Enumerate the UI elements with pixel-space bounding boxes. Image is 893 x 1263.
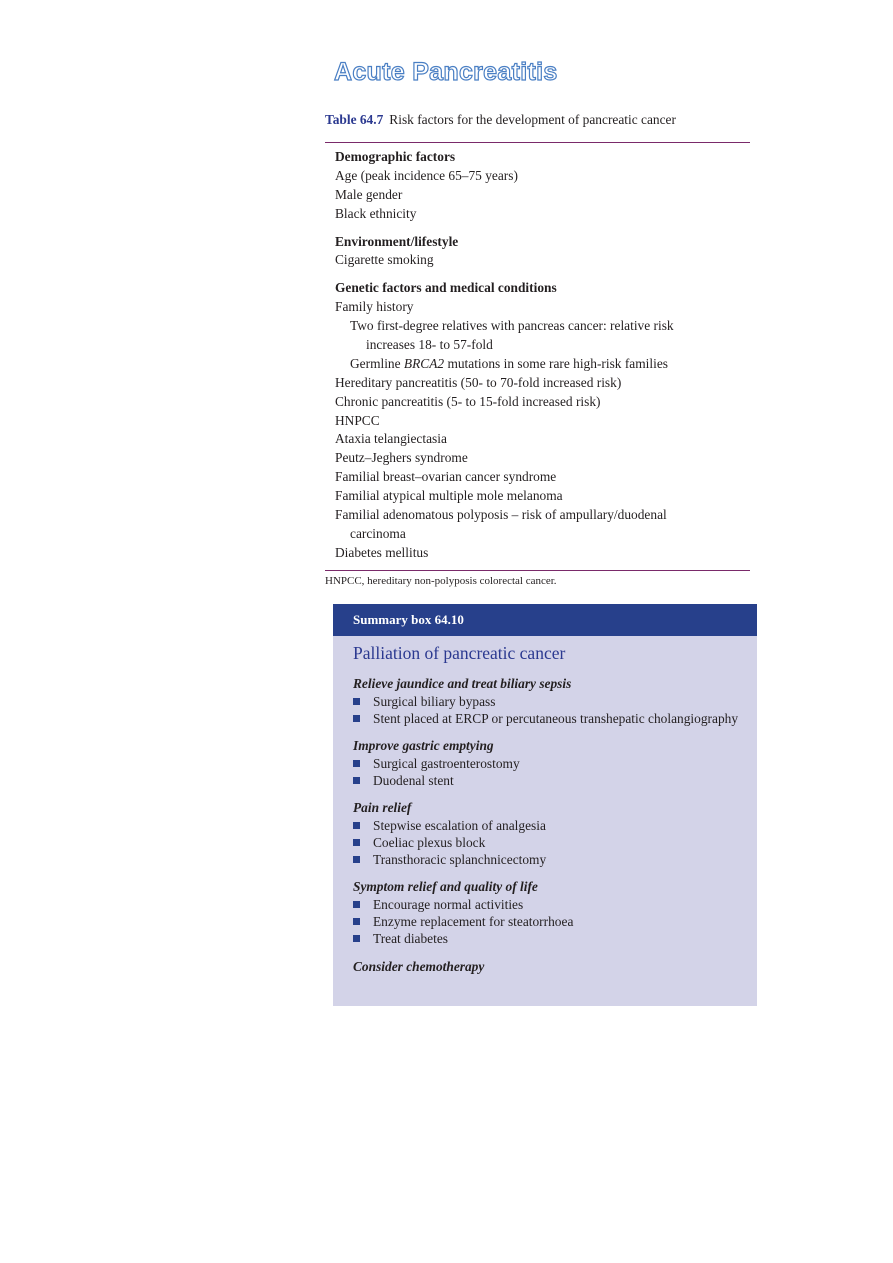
bullet-item [353, 913, 757, 930]
bullet-item [353, 710, 757, 727]
bullet-item [353, 851, 757, 868]
table-top-rule [325, 142, 750, 143]
bullet-list [353, 896, 757, 947]
bullet-square-icon [353, 777, 360, 784]
table-caption [325, 112, 676, 128]
section-heading: Relieve jaundice and treat biliary sepsis [353, 676, 572, 691]
table-item: Male gender [335, 186, 403, 202]
summary-section [353, 675, 757, 727]
bullet-item [353, 755, 757, 772]
table-item: Familial breast–ovarian cancer syndrome [335, 469, 557, 485]
table-item: HNPCC [335, 412, 380, 428]
bullet-text: Treat diabetes [373, 931, 448, 946]
gene-name: BRCA2 [403, 355, 445, 371]
bullet-text: Surgical gastroenterostomy [373, 756, 520, 771]
bullet-text: Stepwise escalation of analgesia [373, 818, 546, 833]
bullet-text: Duodenal stent [373, 773, 454, 788]
demographic-heading: Demographic factors [335, 149, 456, 164]
bullet-item [353, 817, 757, 834]
summary-box [333, 604, 757, 1006]
bullet-text: Stent placed at ERCP or percutaneous transhepatic cholangiography [373, 711, 739, 726]
summary-section [353, 799, 757, 868]
bullet-square-icon [353, 856, 360, 863]
text-fragment: Germline [350, 355, 404, 371]
bullet-list [353, 755, 757, 789]
bullet-text: Surgical biliary bypass [373, 694, 496, 709]
summary-section [353, 737, 757, 789]
family-history-sub-item: Two first-degree relatives with pancreas cancer: relative risk [350, 318, 674, 334]
table-item-cont: carcinoma [350, 525, 406, 541]
section-heading: Improve gastric emptying [353, 738, 494, 753]
table-item: Familial atypical multiple mole melanoma [335, 488, 563, 504]
summary-final [353, 958, 757, 976]
bullet-square-icon [353, 715, 360, 722]
bullet-square-icon [353, 918, 360, 925]
table-number: Table 64.7 [325, 112, 384, 127]
page-title: Acute Pancreatitis [334, 58, 558, 86]
summary-box-label: Summary box 64.10 [333, 604, 757, 636]
bullet-text: Encourage normal activities [373, 897, 524, 912]
summary-box-title: Palliation of pancreatic cancer [353, 643, 566, 663]
table-item: Age (peak incidence 65–75 years) [335, 167, 518, 183]
bullet-item [353, 834, 757, 851]
bullet-text: Transthoracic splanchnicectomy [373, 852, 547, 867]
family-history-sub-item-cont: increases 18- to 57-fold [366, 337, 493, 353]
bullet-item [353, 930, 757, 947]
table-item: Black ethnicity [335, 205, 417, 221]
summary-section [353, 878, 757, 947]
table-item: Cigarette smoking [335, 252, 434, 268]
bullet-square-icon [353, 839, 360, 846]
bullet-text: Coeliac plexus block [373, 835, 486, 850]
bullet-square-icon [353, 760, 360, 767]
table-footnote: HNPCC, hereditary non-polyposis colorectal cancer. [325, 575, 557, 587]
table-item: Ataxia telangiectasia [335, 431, 447, 447]
bullet-text: Enzyme replacement for steatorrhoea [373, 914, 574, 929]
section-heading: Consider chemotherapy [353, 959, 485, 974]
section-heading: Pain relief [353, 800, 412, 815]
environment-heading: Environment/lifestyle [335, 233, 459, 249]
bullet-square-icon [353, 935, 360, 942]
table-caption-text: Risk factors for the development of pancreatic cancer [389, 112, 676, 127]
bullet-item [353, 896, 757, 913]
bullet-square-icon [353, 901, 360, 908]
bullet-list [353, 817, 757, 868]
table-item: Diabetes mellitus [335, 544, 429, 560]
family-history-sub-item [335, 355, 755, 374]
table-bottom-rule [325, 570, 750, 571]
table-item: Familial adenomatous polyposis – risk of ampullary/duodenal [335, 507, 667, 523]
bullet-square-icon [353, 822, 360, 829]
family-history-item: Family history [335, 299, 414, 315]
bullet-item [353, 693, 757, 710]
genetic-heading: Genetic factors and medical conditions [335, 280, 557, 296]
bullet-item [353, 772, 757, 789]
risk-factors-table [335, 148, 755, 563]
table-item: Chronic pancreatitis (5- to 15-fold increased risk) [335, 393, 601, 409]
table-item: Hereditary pancreatitis (50- to 70-fold increased risk) [335, 374, 622, 390]
section-heading: Symptom relief and quality of life [353, 879, 538, 894]
bullet-square-icon [353, 698, 360, 705]
text-fragment: mutations in some rare high-risk families [444, 355, 668, 371]
table-item: Peutz–Jeghers syndrome [335, 450, 468, 466]
bullet-list [353, 693, 757, 727]
